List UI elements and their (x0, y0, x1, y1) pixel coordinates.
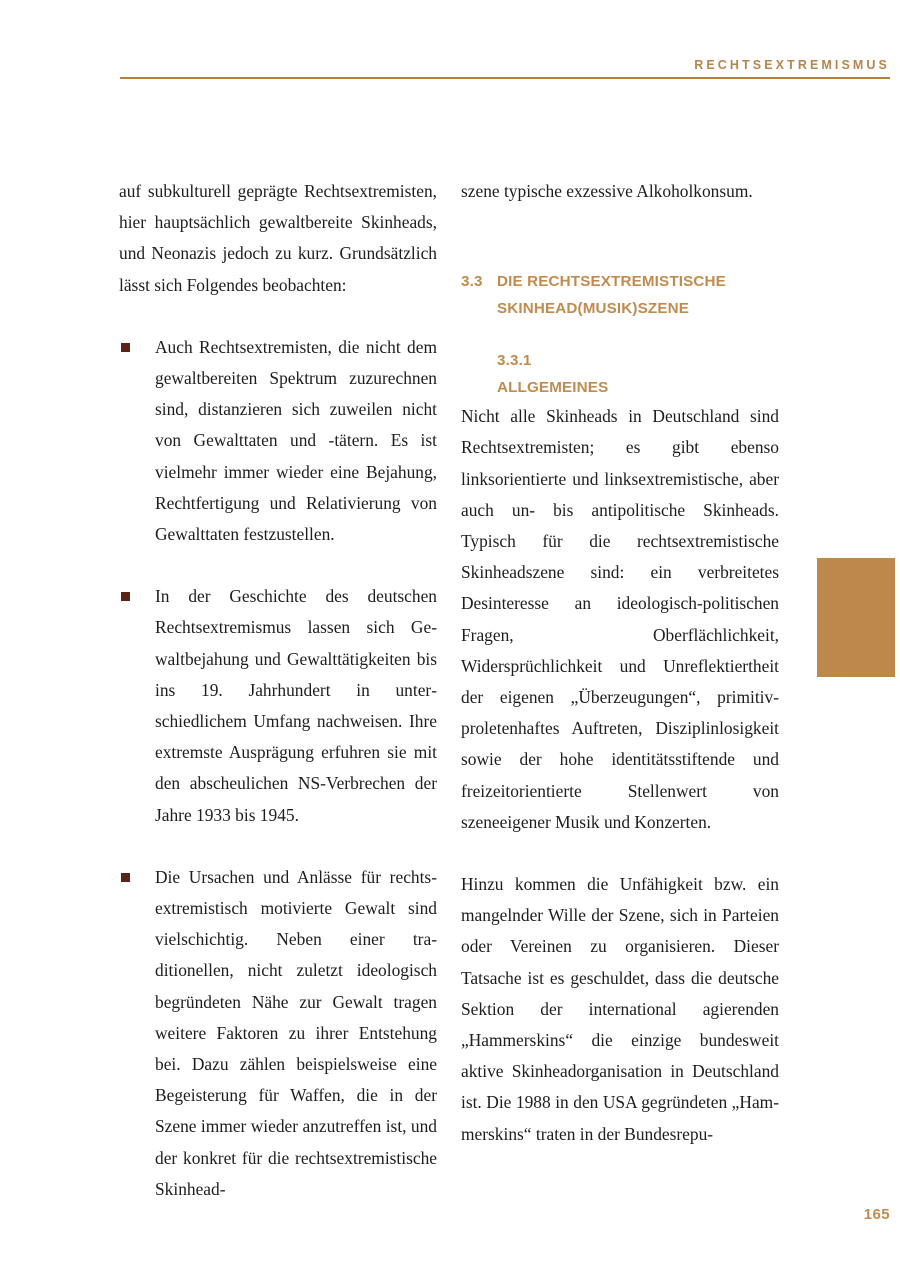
list-item (119, 862, 437, 1205)
bullet-list (119, 332, 437, 1205)
paragraph-spacer (119, 301, 437, 332)
subsection-heading-number: 3.3.1 (497, 352, 532, 370)
body-paragraph-2: Hinzu kommen die Unfähigkeit bzw. ein mangelnder Wille der Szene, sich in Parteien oder Vereinen zu organisieren. Dieser Tatsache ist es geschuldet, dass die deutsche Sektion der international agierenden „Hammerskins“ die einzige bundesweit aktive Skinheadorganisation in Deutschland ist. Die 1988 in den USA gegründeten „Hammerskins“ traten in der Bundesrepu- (461, 874, 779, 1144)
intro-paragraph: auf subkulturell geprägte Rechtsextremisten, hier hauptsächlich gewaltbereite Skinheads, und Neonazis jedoch zu kurz. Grundsätzlich lässt sich Folgendes beobachten: (119, 181, 437, 295)
section-heading-number: 3.3 (461, 273, 483, 291)
list-item (119, 332, 437, 550)
left-text-column (119, 176, 437, 1205)
list-item-text: Die Ursachen und Anlässe für rechtsextremistisch motivierte Gewalt sind vielschichtig. Neben einer traditionellen, nicht zuletzt ideologisch begründeten Nähe zur Gewalt tragen weitere Faktoren zu ihrer Entstehung bei. Dazu zählen beispielsweise eine Begeisterung für Waffen, die in der Szene immer wieder anzutreffen ist, und der konkret für die rechtsextremistische Skinhead- (155, 866, 437, 1199)
list-item-text: In der Geschichte des deutschen Rechtsextremismus lassen sich Gewaltbejahung und Gewalttätigkeiten bis ins 19. Jahrhundert in unterschiedlichem Umfang nachweisen. Ihre extremste Ausprägung erfuhren sie mit den abscheulichen NS-Verbrechen der Jahre 1933 bis 1945. (155, 586, 437, 825)
list-item (119, 581, 437, 831)
page-number: 165 (863, 1206, 890, 1223)
section-heading (461, 269, 779, 322)
section-heading-title: DIE RECHTSEXTREMISTISCHE SKINHEAD(MUSIK)SZENE (497, 273, 726, 317)
running-header-title: RECHTSEXTREMISMUS (694, 58, 890, 72)
header-rule-divider (120, 77, 890, 79)
square-bullet-icon (121, 343, 130, 352)
heading-spacer (461, 322, 779, 348)
right-text-column (461, 176, 779, 1150)
paragraph-spacer (461, 838, 779, 869)
paragraph-spacer (461, 207, 779, 269)
square-bullet-icon (121, 873, 130, 882)
square-bullet-icon (121, 592, 130, 601)
list-item-text: Auch Rechtsextremisten, die nicht dem gewaltbereiten Spektrum zuzurechnen sind, distanzieren sich zuweilen nicht von Gewalttaten und -tätern. Es ist vielmehr immer wieder eine Bejahung, Rechtfertigung und Relativierung von Gewalttaten festzustellen. (155, 336, 437, 545)
body-paragraph-1: Nicht alle Skinheads in Deutschland sind Rechtsextremisten; es gibt ebenso linksorientierte und linksextremistische, aber auch un- bis antipolitische Skinheads. Typisch für die rechtsextremistische Skinheadszene sind: ein verbreitetes Desinteresse an ideologisch-politischen Fragen, Oberflächlichkeit, Widersprüchlichkeit und Unreflektiertheit der eigenen „Überzeugungen“, primitiv-proletenhaftes Auftreten, Disziplinlosigkeit sowie der hohe identitätsstiftende und freizeitorientierte Stellenwert von szeneeigener Musik und Konzerten. (461, 406, 779, 832)
subsection-heading-title: ALLGEMEINES (497, 378, 609, 396)
chapter-side-tab (817, 558, 895, 677)
continuation-paragraph: szene typische exzessive Alkoholkonsum. (461, 181, 753, 201)
